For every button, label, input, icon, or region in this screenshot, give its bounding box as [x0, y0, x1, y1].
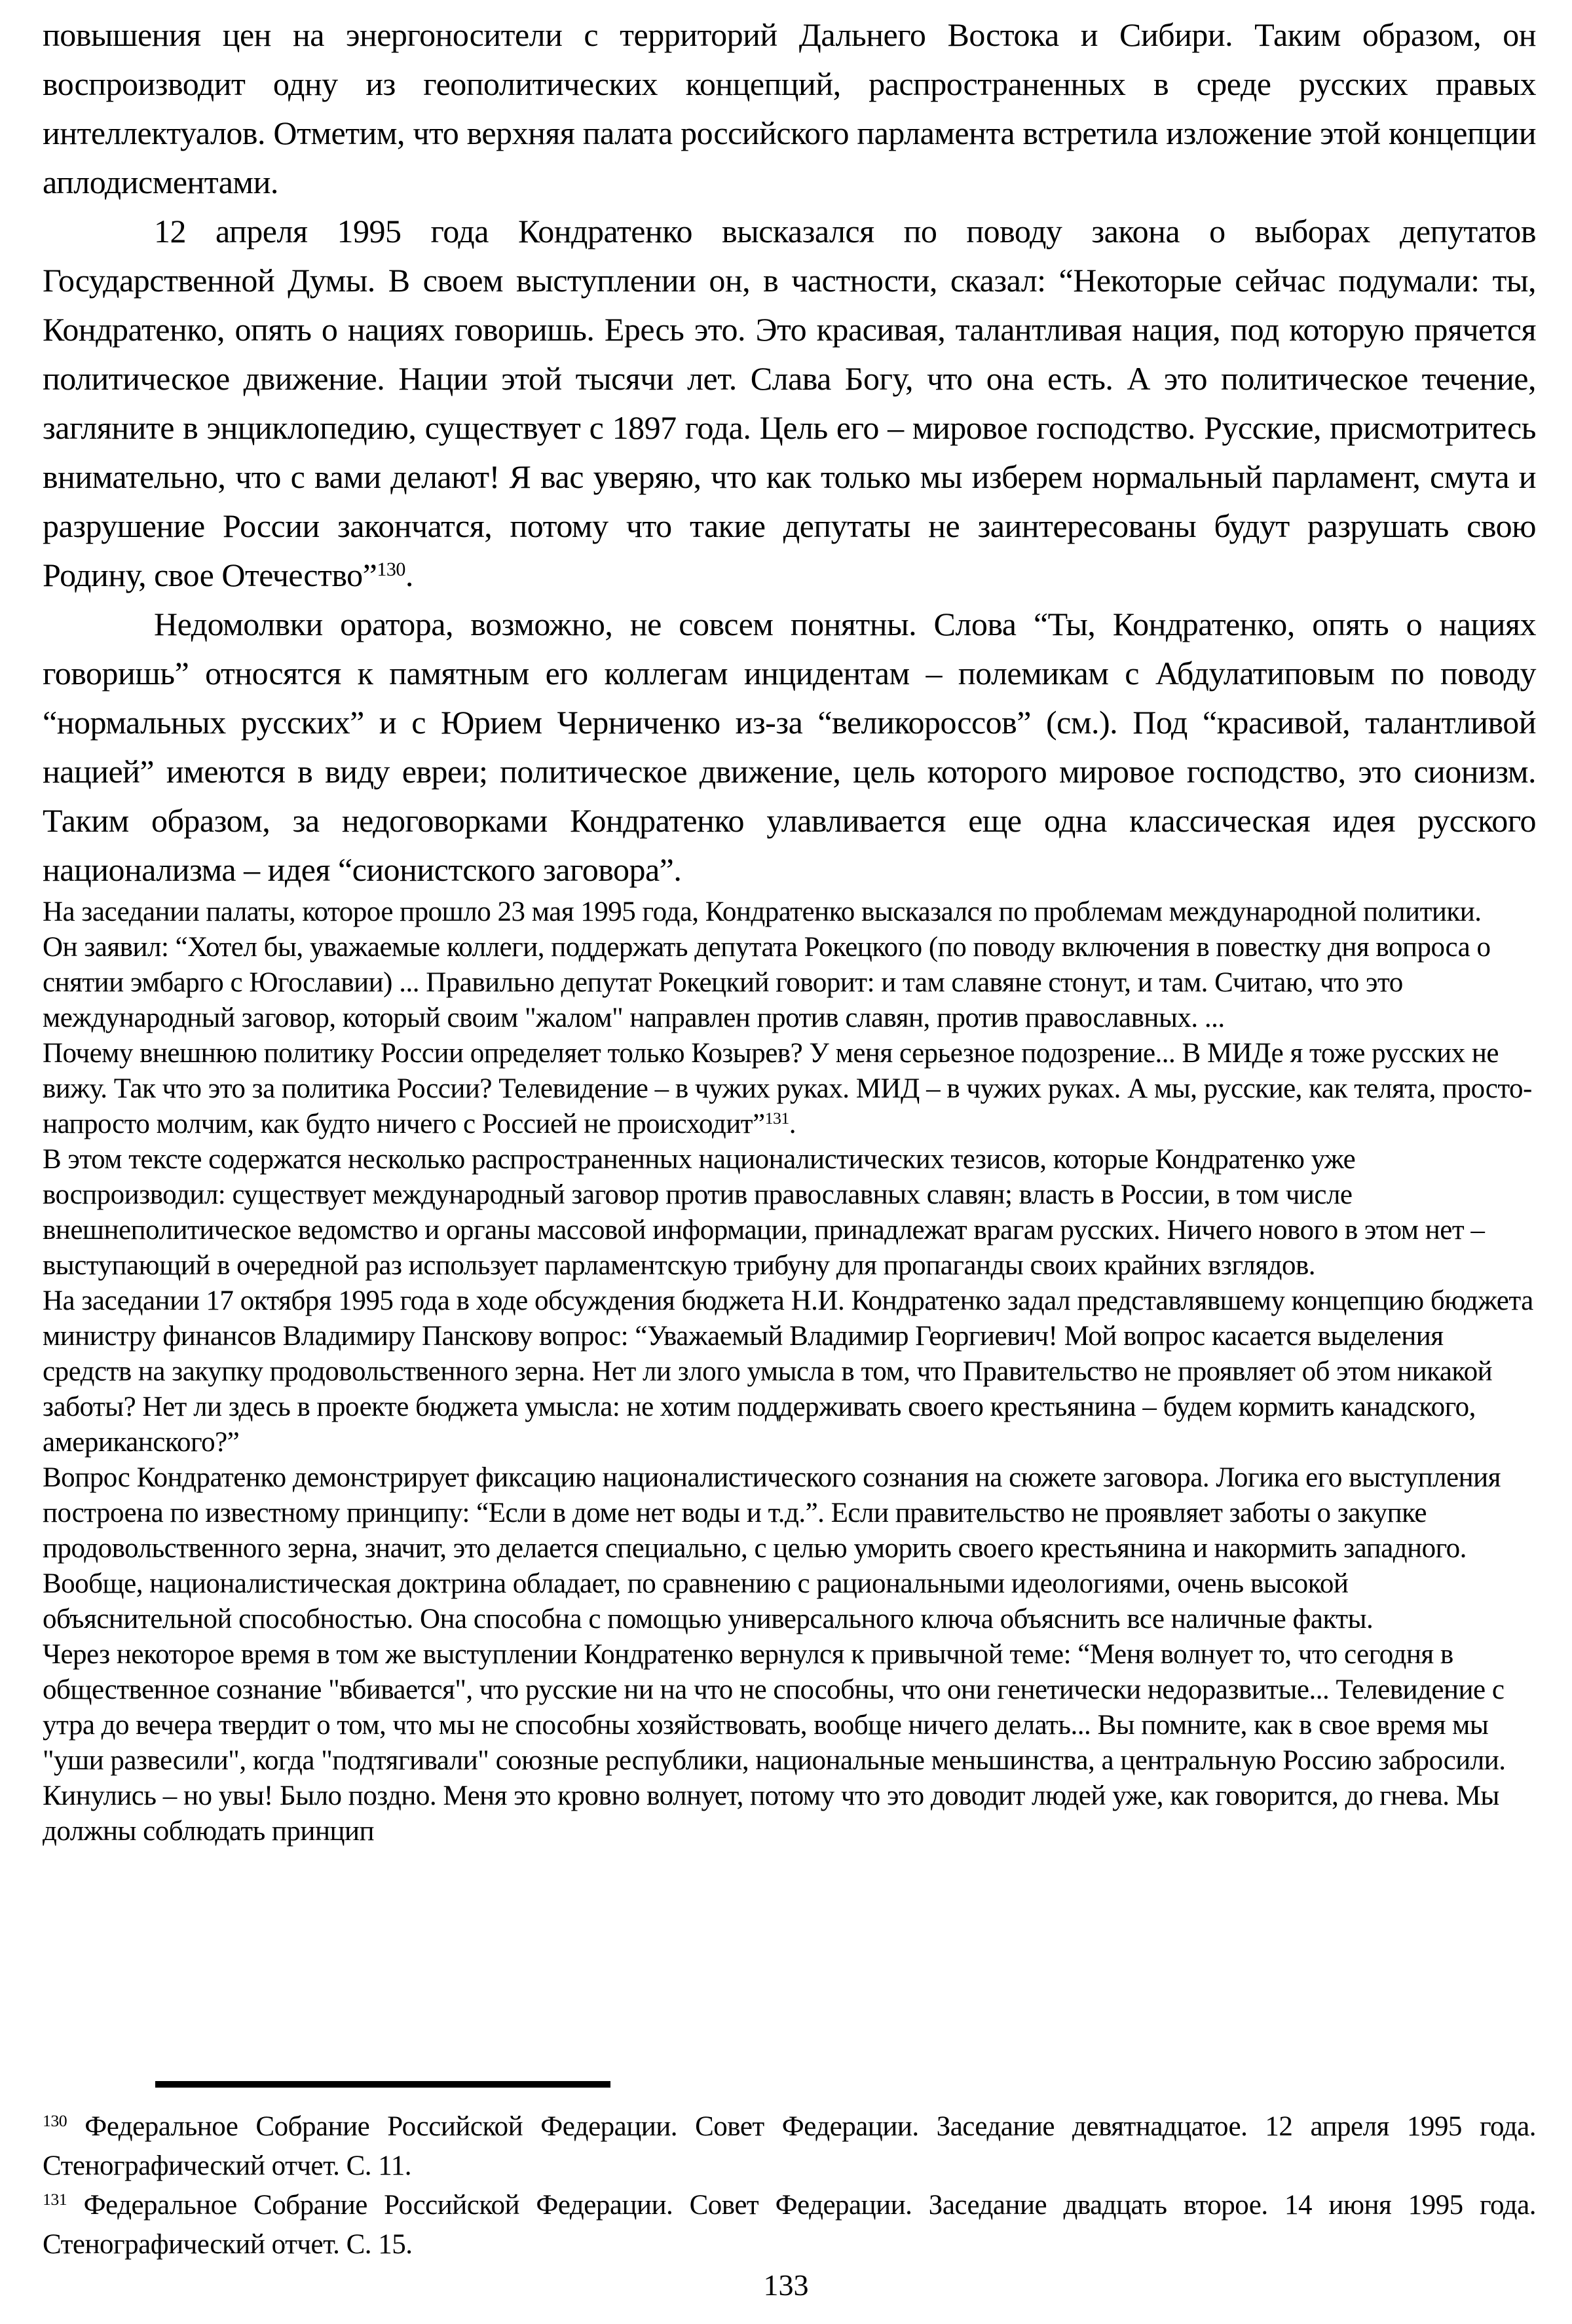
paragraph-text: . [789, 1109, 796, 1139]
paragraph-large-2 [43, 207, 1536, 600]
paragraph-text: . [405, 557, 413, 593]
footnote-131 [43, 2186, 1536, 2264]
footnote-text: Федеральное Собрание Российской Федерации. Совет Федерации. Заседание девятнадцатое. 12 апреля 1995 года. Стенографический отчет. С. 11. [43, 2111, 1536, 2181]
paragraph-small-e [43, 1283, 1536, 1460]
footnote-separator [155, 2081, 610, 2088]
footnote-number: 131 [43, 2189, 67, 2209]
footnote-ref-131: 131 [764, 1108, 789, 1128]
paragraph-text: В этом тексте содержатся несколько распространенных националистических тезисов, которые Кондратенко уже воспроизводил: существует международный заговор против православных славян; власть в России, в том числе внешнеполитическое ведомство и органы массовой информации, принадлежат врагам русских. Ничего нового в этом нет – выступающий в очередной раз использует парламентскую трибуну для пропаганды своих крайних взглядов. [43, 1144, 1485, 1281]
page-number: 133 [763, 2268, 809, 2302]
paragraph-small-d [43, 1142, 1536, 1283]
paragraph-small-a [43, 895, 1536, 930]
footnote-number: 130 [43, 2111, 67, 2130]
footnote-ref-130: 130 [377, 558, 405, 580]
footnote-text: Федеральное Собрание Российской Федерации. Совет Федерации. Заседание двадцать второе. 14 июня 1995 года. Стенографический отчет. С. 15. [43, 2190, 1537, 2260]
paragraph-text: На заседании палаты, которое прошло 23 мая 1995 года, Кондратенко высказался по проблемам международной политики. [43, 896, 1482, 927]
paragraph-large-3 [43, 600, 1536, 895]
paragraph-small-c [43, 1036, 1536, 1142]
paragraph-text: 12 апреля 1995 года Кондратенко высказался по поводу закона о выборах депутатов Государственной Думы. В своем выступлении он, в частности, сказал: “Некоторые сейчас подумали: ты, Кондратенко, опять о нациях говоришь. Ересь это. Это красивая, талантливая нация, под которую прячется политическое движение. Нации этой тысячи лет. Слава Богу, что она есть. А это политическое течение, загляните в энциклопедию, существует с 1897 года. Цель его – мировое господство. Русские, присмотритесь внимательно, что с вами делают! Я вас уверяю, что как только мы изберем нормальный парламент, смута и разрушение России закончатся, потому что такие депутаты не заинтересованы будут разрушать свою Родину, свое Отечество” [43, 213, 1536, 593]
paragraph-small-f [43, 1460, 1536, 1637]
paragraph-small-g [43, 1637, 1536, 1849]
paragraph-large-1 [43, 10, 1536, 207]
paragraph-text: Вопрос Кондратенко демонстрирует фиксацию националистического сознания на сюжете заговора. Логика его выступления построена по известному принципу: “Если в доме нет воды и т.д.”. Если правительство не проявляет заботы о закупке продовольственного зерна, значит, это делается специально, с целью уморить своего крестьянина и накормить западного. Вообще, националистическая доктрина обладает, по сравнению с рациональными идеологиями, очень высокой объяснительной способностью. Она способна с помощью универсального ключа объяснить все наличные факты. [43, 1462, 1501, 1634]
paragraph-text: На заседании 17 октября 1995 года в ходе обсуждения бюджета Н.И. Кондратенко задал представлявшему концепцию бюджета министру финансов Владимиру Панскову вопрос: “Уважаемый Владимир Георгиевич! Мой вопрос касается выделения средств на закупку продовольственного зерна. Нет ли злого умысла в том, что Правительство не проявляет об этом никакой заботы? Нет ли здесь в проекте бюджета умысла: не хотим поддерживать своего крестьянина – будем кормить канадского, американского?” [43, 1285, 1533, 1458]
paragraph-text: Почему внешнюю политику России определяет только Козырев? У меня серьезное подозрение... В МИДе я тоже русских не вижу. Так что это за политика России? Телевидение – в чужих руках. МИД – в чужих руках. А мы, русские, как телята, просто-напросто молчим, как будто ничего с Россией не происходит” [43, 1038, 1532, 1139]
footnote-section [43, 2081, 1536, 2264]
paragraph-text: Через некоторое время в том же выступлении Кондратенко вернулся к привычной теме: “Меня волнует то, что сегодня в общественное сознание "вбивается", что русские ни на что не способны, что они генетически недоразвитые... Телевидение с утра до вечера твердит о том, что мы не способны хозяйствовать, вообще ничего делать... Вы помните, как в свое время мы "уши развесили", когда "подтягивали" союзные республики, национальные меньшинства, а центральную Россию забросили. Кинулись – но увы! Было поздно. Меня это кровно волнует, потому что это доводит людей уже, как говорится, до гнева. Мы должны соблюдать принцип [43, 1639, 1506, 1847]
paragraph-text: повышения цен на энергоносители с территорий Дальнего Востока и Сибири. Таким образом, он воспроизводит одну из геополитических концепций, распространенных в среде русских правых интеллектуалов. Отметим, что верхняя палата российского парламента встретила изложение этой концепции аплодисментами. [43, 16, 1536, 200]
paragraph-text: Недомолвки оратора, возможно, не совсем понятны. Слова “Ты, Кондратенко, опять о нациях говоришь” относятся к памятным его коллегам инцидентам – полемикам с Абдулатиповым по поводу “нормальных русских” и с Юрием Черниченко из-за “великороссов” (см.). Под “красивой, талантливой нацией” имеются в виду евреи; политическое движение, цель которого мировое господство, это сионизм. Таким образом, за недоговорками Кондратенко улавливается еще одна классическая идея русского национализма – идея “сионистского заговора”. [43, 606, 1536, 888]
paragraph-small-b [43, 930, 1536, 1036]
footnote-130 [43, 2107, 1536, 2186]
paragraph-text: Он заявил: “Хотел бы, уважаемые коллеги, поддержать депутата Рокецкого (по поводу включения в повестку дня вопроса о снятии эмбарго с Югославии) ... Правильно депутат Рокецкий говорит: и там славяне стонут, и там. Считаю, что это международный заговор, который своим "жалом" направлен против славян, против православных. ... [43, 932, 1491, 1033]
